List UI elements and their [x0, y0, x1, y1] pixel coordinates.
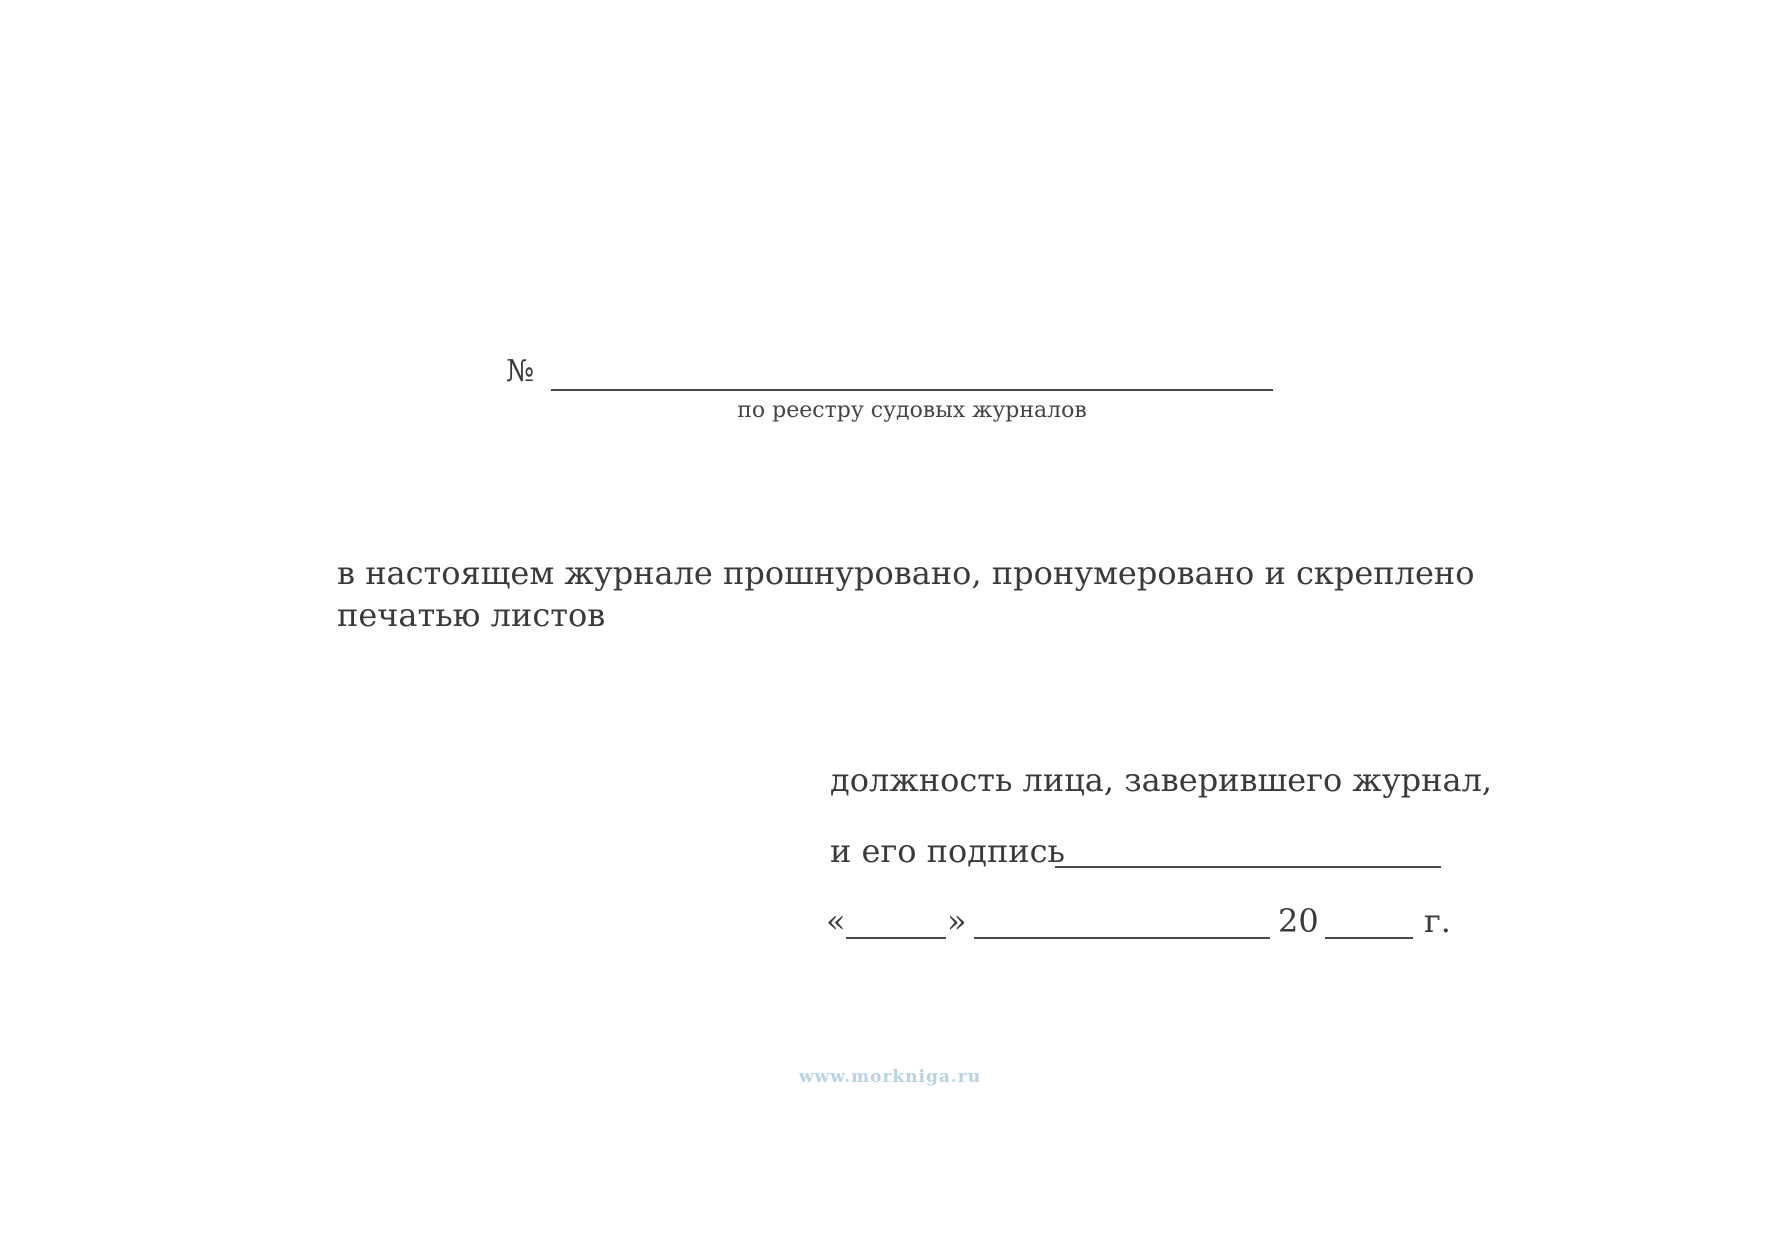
signature-label: и его подпись — [830, 832, 1065, 870]
statement-line-1: в настоящем журнале прошнуровано, пронумеровано и скреплено — [337, 554, 1475, 592]
statement-line-2: печатью листов — [337, 596, 606, 634]
date-year-suffix: г. — [1424, 902, 1451, 940]
date-year-prefix: 20 — [1278, 902, 1319, 940]
registry-number-field-line — [551, 389, 1273, 391]
signature-field-line — [1055, 866, 1441, 868]
registry-caption: по реестру судовых журналов — [737, 398, 1087, 423]
number-sign: № — [506, 354, 535, 389]
statement-text — [337, 552, 1477, 636]
date-month-field-line — [974, 937, 1270, 939]
date-close-quote: » — [947, 902, 967, 940]
date-year-field-line — [1325, 937, 1413, 939]
signature-position-label: должность лица, заверившего журнал, — [830, 761, 1493, 799]
date-day-field-line — [846, 937, 946, 939]
watermark: www.morkniga.ru — [799, 1067, 982, 1087]
date-open-quote: « — [826, 902, 846, 940]
